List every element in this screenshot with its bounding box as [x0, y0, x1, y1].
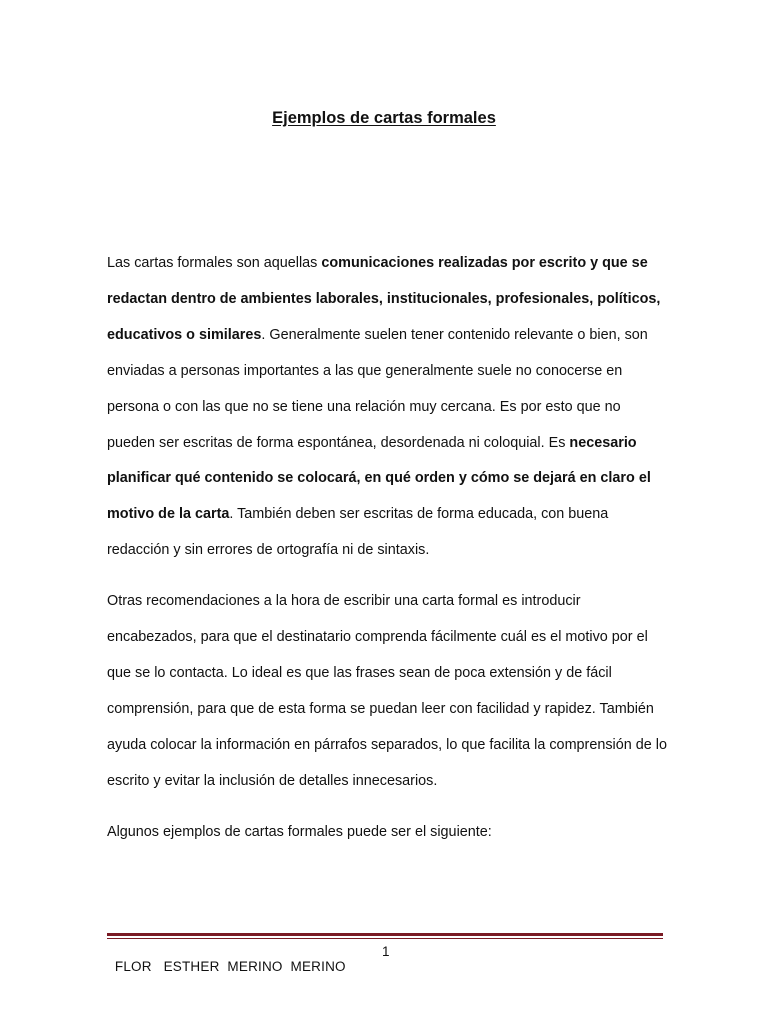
- bold-text-segment: comunicaciones realizadas por escrito y que se redactan dentro de ambientes laborales, institucionales, profesionales, políticos, educativos o similares: [107, 255, 661, 343]
- footer-author: FLOR ESTHER MERINO MERINO: [114, 959, 346, 974]
- page-number: 1: [382, 944, 390, 959]
- footer-divider: [107, 933, 663, 939]
- text-segment: Otras recomendaciones a la hora de escribir una carta formal es introducir encabezados, para que el destinatario comprenda fácilmente cuál es el motivo por el que se lo contacta. Lo ideal es que las frases sean de poca extensión y de fácil comprensión, para que de esta forma se puedan leer con facilidad y rapidez. También ayuda colocar la información en párrafos separados, lo que facilita la comprensión de lo escrito y evitar la inclusión de detalles innecesarios.: [107, 593, 667, 789]
- paragraph-3: [107, 815, 667, 851]
- page-footer: [107, 944, 390, 989]
- text-segment: . Generalmente suelen tener contenido relevante o bien, son enviadas a personas importantes a las que generalmente suele no conocerse en persona o con las que no se tiene una relación muy cercana. Es por esto que no pueden ser escritas de forma espontánea, desordenada ni coloquial. Es: [107, 326, 648, 451]
- text-segment: Las cartas formales son aquellas: [107, 255, 322, 271]
- text-segment: Algunos ejemplos de cartas formales puede ser el siguiente:: [107, 823, 492, 840]
- paragraph-2: [107, 584, 667, 799]
- bold-text-segment: necesario planificar qué contenido se colocará, en qué orden y cómo se dejará en claro el motivo de la carta: [107, 434, 651, 523]
- text-segment: . También deben ser escritas de forma educada, con buena redacción y sin errores de ortografía ni de sintaxis.: [107, 506, 609, 559]
- paragraph-1: [107, 246, 667, 569]
- footer-divider-thin-line: [107, 938, 663, 939]
- document-body: [107, 246, 667, 866]
- footer-divider-thick-line: [107, 933, 663, 936]
- document-title: Ejemplos de cartas formales: [272, 109, 496, 127]
